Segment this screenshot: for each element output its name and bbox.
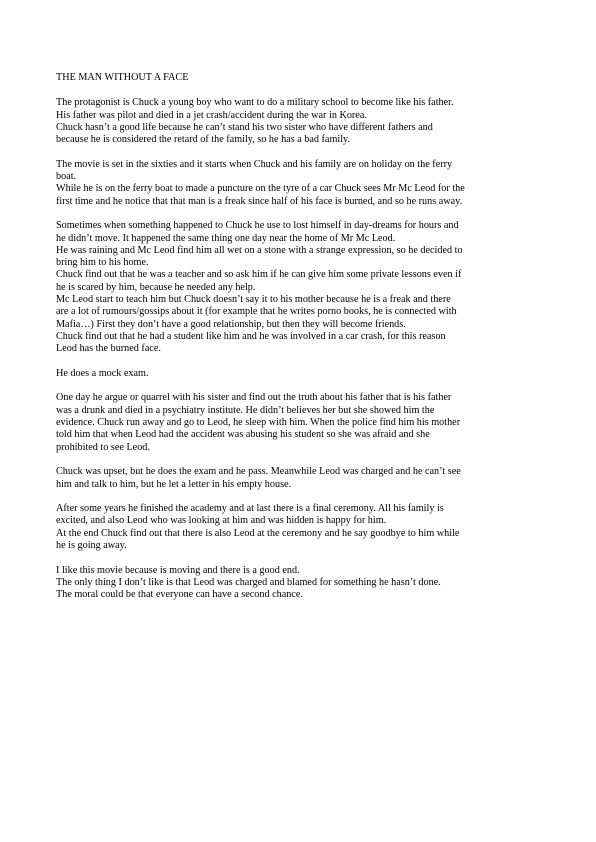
text-line: Chuck find out that he had a student like him and he was involved in a car crash, for this reason: [56, 330, 446, 342]
text-line: evidence. Chuck run away and go to Leod, he sleep with him. When the police find him his mother: [56, 417, 461, 429]
document-body: [56, 97, 546, 601]
text-line: I like this movie because is moving and there is a good end.: [56, 564, 300, 576]
paragraph: [56, 466, 546, 491]
text-line: While he is on the ferry boat to made a puncture on the tyre of a car Chuck sees Mr Mc Leod for the: [56, 183, 465, 195]
text-line: are a lot of rumours/gossips about it (for example that he writes porno books, he is connected with: [56, 306, 457, 318]
paragraph: [56, 368, 546, 380]
text-line: The only thing I don’t like is that Leod was charged and blamed for something he hasn’t done.: [56, 576, 441, 588]
text-line: boat.: [56, 171, 77, 183]
paragraph: [56, 97, 546, 146]
text-line: Chuck find out that he was a teacher and so ask him if he can give him some private lessons even if: [56, 269, 462, 281]
text-line: him and talk to him, but he let a letter in his empty house.: [56, 478, 292, 490]
text-line: Mafia…) First they don’t have a good relationship, but then they will become friends.: [56, 318, 406, 330]
text-line: The protagonist is Chuck a young boy who want to do a military school to become like his father.: [56, 97, 454, 109]
text-line: told him that when Leod had the accident was abusing his student so she was afraid and she: [56, 429, 430, 441]
text-line: first time and he notice that that man is a freak since half of his face is burned, and so he runs away.: [56, 195, 463, 207]
paragraph: [56, 392, 546, 453]
text-line: One day he argue or quarrel with his sister and find out the truth about his father that is his father: [56, 392, 452, 404]
text-line: he didn’t move. It happened the same thing one day near the home of Mr Mc Leod.: [56, 232, 396, 244]
text-line: because he is considered the retard of the family, so he has a bad family.: [56, 134, 351, 146]
text-line: bring him to his home.: [56, 257, 149, 269]
document-page: [56, 72, 546, 614]
text-line: he is scared by him, because he needed any help.: [56, 281, 256, 293]
text-line: His father was pilot and died in a jet crash/accident during the war in Korea.: [56, 109, 367, 121]
text-line: Leod has the burned face.: [56, 343, 161, 355]
text-line: was a drunk and died in a psychiatry institute. He didn’t believes her but she showed him the: [56, 404, 435, 416]
text-line: Sometimes when something happened to Chuck he use to lost himself in day-dreams for hours and: [56, 220, 459, 232]
text-line: After some years he finished the academy and at last there is a final ceremony. All his family is: [56, 503, 444, 515]
document-title: THE MAN WITHOUT A FACE: [56, 72, 189, 83]
text-line: he is going away.: [56, 539, 127, 551]
text-line: He does a mock exam.: [56, 367, 149, 379]
text-line: The movie is set in the sixties and it starts when Chuck and his family are on holiday on the ferry: [56, 158, 453, 170]
paragraph: [56, 159, 546, 208]
text-line: At the end Chuck find out that there is also Leod at the ceremony and he say goodbye to him while: [56, 527, 460, 539]
text-line: Mc Leod start to teach him but Chuck doesn’t say it to his mother because he is a freak and there: [56, 294, 451, 306]
paragraph: [56, 503, 546, 552]
text-line: prohibited to see Leod.: [56, 441, 150, 453]
text-line: excited, and also Leod who was looking at him and was hidden is happy for him.: [56, 515, 387, 527]
paragraph: [56, 220, 546, 355]
text-line: Chuck hasn’t a good life because he can’t stand his two sister who have different fathers and: [56, 121, 433, 133]
text-line: The moral could be that everyone can have a second chance.: [56, 589, 303, 601]
paragraph: [56, 565, 546, 602]
text-line: He was raining and Mc Leod find him all wet on a stone with a strange expression, so he decided to: [56, 244, 463, 256]
text-line: Chuck was upset, but he does the exam and he pass. Meanwhile Leod was charged and he can’t see: [56, 466, 461, 478]
